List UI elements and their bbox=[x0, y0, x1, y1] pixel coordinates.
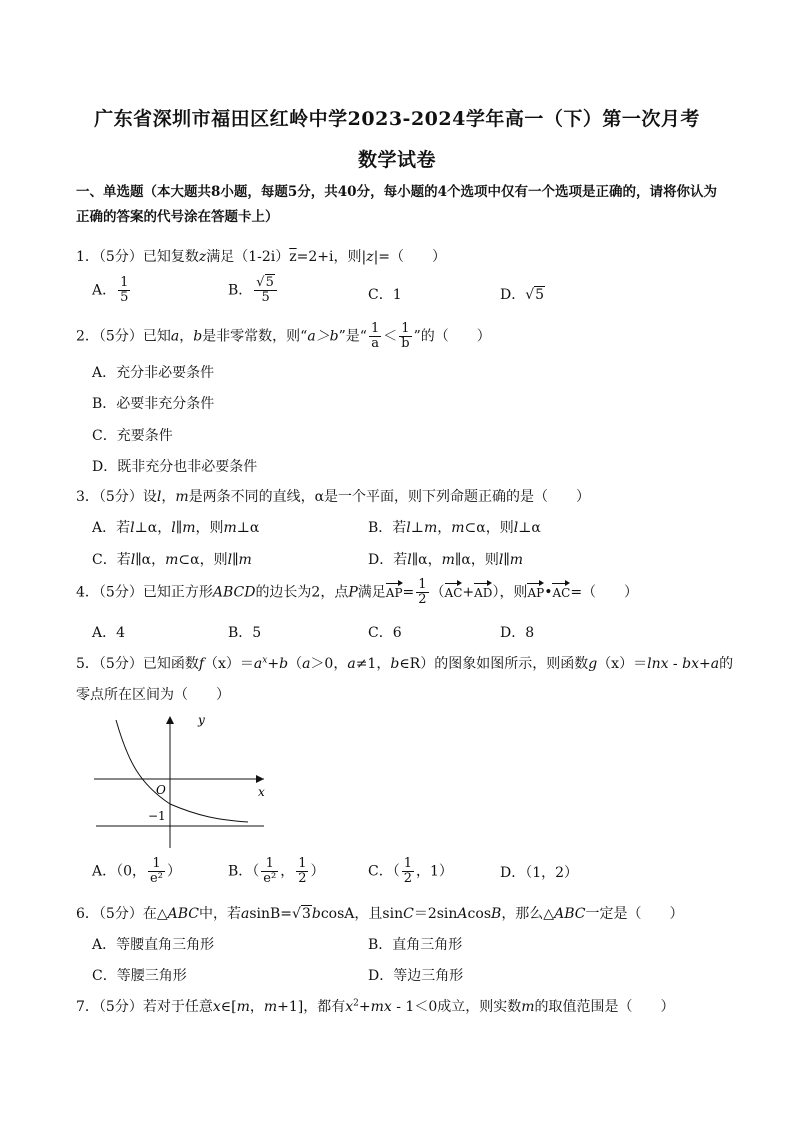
q5-option-d: D．（1，2） bbox=[500, 865, 579, 881]
q3-option-d: D．若l∥α，m∥α，则l∥m bbox=[368, 552, 524, 568]
question-6-stem: 6．（5分）在△ABC中，若asinB=√3bcosA，且sinC＝2sinAcosB，那么△ABC一定是（ ） bbox=[76, 906, 684, 922]
q6-option-d: D．等边三角形 bbox=[368, 968, 464, 984]
section-heading: 一、单选题（本大题共8小题，每题5分，共40分，每小题的4个选项中仅有一个选项是正确的，请将你认为正确的答案的代号涂在答题卡上） bbox=[76, 184, 717, 225]
exam-title: 广东省深圳市福田区红岭中学2023-2024学年高一（下）第一次月考 bbox=[94, 108, 700, 130]
question-7-stem: 7．（5分）若对于任意x∈[m，m+1]，都有$x^2+mx - 1<0$成立，则实数m的取值范围是（ ） bbox=[76, 998, 675, 1015]
q3-option-b: B．若l⊥m，m⊂α，则l⊥α bbox=[368, 520, 541, 536]
exam-subtitle: 数学试卷 bbox=[357, 149, 436, 171]
q5-option-b: B．（ $\frac{1}{\text{e²}}$ ， $\frac{1}{2}$ ） bbox=[228, 856, 325, 886]
q2-option-d: D．既非充分也非必要条件 bbox=[92, 459, 258, 475]
question-3-stem: 3．（5分）设l，m是两条不同的直线，α是一个平面，则下列命题正确的是（ ） bbox=[76, 489, 591, 505]
q2-option-c: C．充要条件 bbox=[92, 428, 173, 444]
origin-label: O bbox=[156, 783, 166, 797]
q6-option-c: C．等腰三角形 bbox=[92, 968, 187, 984]
question-5-stem-line2: 零点所在区间为（ ） bbox=[76, 687, 230, 703]
y-axis-arrow bbox=[166, 716, 174, 724]
q6-option-a: A．等腰直角三角形 bbox=[92, 937, 215, 953]
question-5-stem: 5．（5分）已知函数$f(x)=a^x+b(a>0$，a≠1，b∈R）的图象如图所示，则函数g（x）＝lnx - bx+a的 bbox=[76, 655, 734, 672]
question-4-stem: 4．（5分）已知正方形ABCD的边长为2，点P满足AP= $\frac{1}{2}$ （AC+AD），则AP•AC=（ ） bbox=[76, 577, 639, 607]
q4-option-b: B．5 bbox=[228, 625, 262, 641]
q5-option-c: C．（ $\frac{1}{2}$ ，1） bbox=[368, 856, 453, 886]
q1-option-c: C．1 bbox=[368, 287, 402, 303]
q1-option-a: A． $\frac{1}{5}$ bbox=[92, 275, 129, 305]
function-graph bbox=[88, 712, 268, 852]
x-label: x bbox=[258, 785, 265, 799]
y-label: y bbox=[198, 713, 205, 727]
q4-option-d: D．8 bbox=[500, 625, 535, 641]
q6-option-b: B．直角三角形 bbox=[368, 937, 463, 953]
q2-option-a: A．充分非必要条件 bbox=[92, 365, 215, 381]
q3-option-c: C．若l∥α，m⊂α，则l∥m bbox=[92, 552, 252, 568]
question-1-stem: 1．（5分）已知复数z满足$(1-2i)\overline{z}=2+i$，则|z|=（ ） bbox=[76, 249, 447, 265]
q4-option-c: C．6 bbox=[368, 625, 402, 641]
curve bbox=[116, 720, 248, 822]
q2-option-b: B．必要非充分条件 bbox=[92, 396, 215, 412]
q1-option-b: B． $\frac{√5}{5}$ bbox=[228, 276, 279, 305]
q3-option-a: A．若l⊥α，l∥m，则m⊥α bbox=[92, 520, 260, 536]
x-axis-arrow bbox=[256, 775, 264, 783]
q5-option-a: A．（0， $\frac{1}{\text{e²}}$ ） bbox=[92, 856, 181, 886]
question-2-stem: 2．（5分）已知a，b是非零常数，则“a＞b”是“ $\frac{1}{a}$ ＜ $\frac{1}{b}$ ”的（ ） bbox=[76, 321, 491, 351]
q1-option-d: D．√5 bbox=[500, 287, 545, 303]
minus-one-label: −1 bbox=[148, 809, 166, 823]
q4-option-a: A．4 bbox=[92, 625, 126, 641]
